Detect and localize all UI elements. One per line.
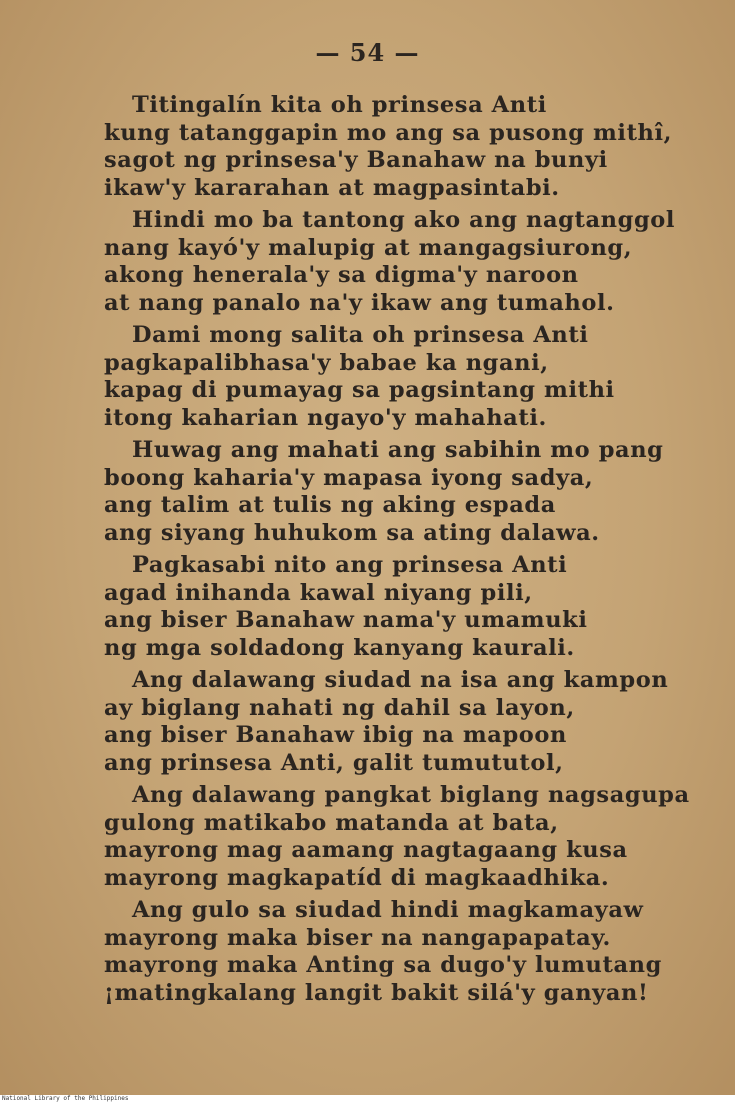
poem-line: ang siyang huhukom sa ating dalawa.	[104, 519, 600, 546]
poem-line: ang talim at tulis ng aking espada	[104, 492, 556, 518]
poem-line: ay biglang nahati ng dahil sa layon,	[104, 694, 575, 721]
stanza	[104, 782, 694, 892]
poem-line: boong kaharia'y mapasa iyong sadya,	[104, 464, 594, 491]
poem-line: itong kaharian ngayo'y mahahati.	[104, 404, 547, 431]
poem-line: ang prinsesa Anti, galit tumututol,	[104, 749, 564, 776]
poem-line: Hindi mo ba tantong ako ang nagtanggol	[132, 207, 676, 233]
footer-credit: National Library of the Philippines	[2, 1095, 129, 1102]
poem-line: gulong matikabo matanda at bata,	[104, 809, 559, 836]
poem-line: at nang panalo na'y ikaw ang tumahol.	[104, 289, 615, 316]
stanza	[104, 552, 694, 662]
poem-line: mayrong maka Anting sa dugo'y lumutang	[104, 952, 662, 978]
poem-line: ng mga soldadong kanyang kaurali.	[104, 634, 575, 661]
poem-line: agad inihanda kawal niyang pili,	[104, 579, 533, 606]
stanza	[104, 207, 694, 317]
stanza	[104, 897, 694, 1007]
poem-line: akong henerala'y sa digma'y naroon	[104, 262, 579, 288]
poem-line: mayrong magkapatíd di magkaadhika.	[104, 864, 610, 891]
poem-line: nang kayó'y malupig at mangagsiurong,	[104, 234, 633, 261]
stanza	[104, 92, 694, 202]
poem-line: sagot ng prinsesa'y Banahaw na bunyi	[104, 147, 608, 173]
poem-line: kung tatanggapin mo ang sa pusong mithî,	[104, 119, 673, 146]
poem-line: kapag di pumayag sa pagsintang mithi	[104, 377, 615, 403]
stanza	[104, 667, 694, 777]
page-number: — 54 —	[315, 38, 420, 67]
poem-line: ang biser Banahaw ibig na mapoon	[104, 722, 567, 748]
poem-line: Ang gulo sa siudad hindi magkamayaw	[132, 897, 644, 923]
poem-line: pagkapalibhasa'y babae ka ngani,	[104, 349, 549, 376]
footer-bar	[0, 1095, 735, 1103]
poem-line: mayrong mag aamang nagtagaang kusa	[104, 837, 628, 863]
poem-line: Ang dalawang pangkat biglang nagsagupa	[132, 782, 690, 808]
poem-line: ang biser Banahaw nama'y umamuki	[104, 607, 588, 633]
poem-line: ikaw'y kararahan at magpasintabi.	[104, 174, 560, 201]
poem-line: Ang dalawang siudad na isa ang kampon	[132, 667, 669, 693]
poem-line: Dami mong salita oh prinsesa Anti	[132, 322, 589, 348]
stanza	[104, 322, 694, 432]
poem-body	[104, 92, 694, 1012]
poem-line: Titingalín kita oh prinsesa Anti	[132, 92, 547, 118]
stanza	[104, 437, 694, 547]
poem-line: ¡matingkalang langit bakit silá'y ganyan!	[104, 979, 649, 1006]
poem-line: Huwag ang mahati ang sabihin mo pang	[132, 437, 664, 463]
poem-line: Pagkasabi nito ang prinsesa Anti	[132, 552, 568, 578]
poem-line: mayrong maka biser na nangapapatay.	[104, 924, 611, 951]
